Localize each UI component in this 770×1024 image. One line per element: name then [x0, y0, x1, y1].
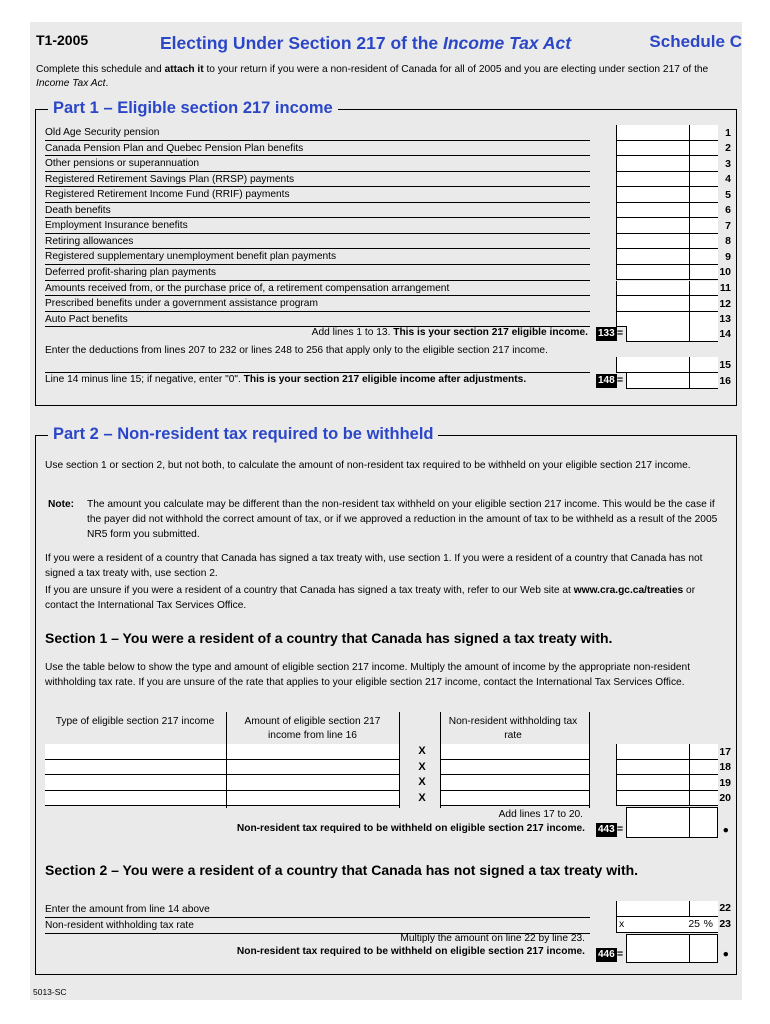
part1-line-number: 12 [719, 297, 731, 310]
section1-line-number: 20 [719, 792, 731, 805]
part1-title: Part 1 – Eligible section 217 income [48, 99, 338, 118]
part1-line-number: 10 [719, 266, 731, 279]
intro-part-2: to your return if you were a non-resident of Canada for all of 2005 and you are electing under section 217 of the [203, 64, 709, 75]
part1-line-amount[interactable] [616, 172, 718, 188]
income-type-cell[interactable] [45, 775, 226, 791]
section2-title: Section 2 – You were a resident of a country that Canada has not signed a tax treaty with. [45, 862, 639, 878]
part1-line-amount[interactable] [616, 203, 718, 219]
code-148: 148 [598, 375, 615, 386]
treaty-link[interactable]: www.cra.gc.ca/treaties [573, 585, 684, 596]
income-amount-cell[interactable] [227, 791, 399, 807]
line16-op: = [617, 374, 624, 386]
section2-total-line2: Non-resident tax required to be withheld on eligible section 217 income. [236, 946, 585, 957]
part1-line-number: 9 [725, 250, 731, 263]
part1-line-number: 7 [725, 219, 731, 232]
part1-line-number: 2 [725, 142, 731, 155]
section1-line-number: 19 [719, 776, 731, 789]
multiply-x: X [418, 745, 426, 757]
section1-line-number: 18 [719, 761, 731, 774]
line14-op: = [617, 327, 624, 339]
line14-text: Add lines 1 to 13. [311, 327, 394, 338]
part1-line-amount[interactable] [616, 125, 718, 141]
line23-pct: % [703, 918, 713, 930]
multiply-x: X [418, 776, 426, 789]
part1-line-label: Old Age Security pension [45, 125, 590, 141]
part1-line-number: 13 [719, 313, 731, 326]
part2-intro: Use section 1 or section 2, but not both, to calculate the amount of non-resident tax required to be withheld on your eligible section 217 income. [45, 460, 691, 471]
section1-title: Section 1 – You were a resident of a country that Canada has signed a tax treaty with. [45, 630, 613, 646]
section1-total-amount[interactable] [626, 807, 718, 838]
section1-total-op: = [617, 823, 624, 835]
tax-rate-cell[interactable] [441, 791, 589, 807]
income-type-cell[interactable] [45, 791, 226, 807]
line23-label: Non-resident withholding tax rate [45, 918, 590, 934]
form-id: T1-2005 [36, 32, 89, 48]
col-type-header: Type of eligible section 217 income [55, 716, 215, 727]
section1-text: Use the table below to show the type and amount of eligible section 217 income. Multiply the amount of income by the appropriate non-resident withholding tax rate. If you are unsure of the rate that applies to your eligible section 217 income, contact the International Tax Services Office. [45, 662, 691, 688]
part1-line-number: 6 [725, 204, 731, 217]
part1-line-amount[interactable] [616, 156, 718, 172]
tax-rate-cell[interactable] [441, 744, 589, 760]
section1-line-amount[interactable] [616, 791, 718, 807]
part1-line-amount[interactable] [616, 141, 718, 157]
line22-number: 22 [719, 902, 731, 914]
line23-x: x [619, 918, 625, 930]
line14-amount[interactable] [626, 326, 718, 342]
section2-total-amount[interactable] [626, 934, 718, 963]
code-443: 443 [598, 824, 615, 835]
section2-total-line1: Multiply the amount on line 22 by line 23. [400, 933, 585, 944]
line14-label [200, 327, 588, 338]
line16-label [45, 374, 588, 385]
title-prefix: Electing Under Section 217 of the [160, 33, 443, 53]
line16-text: Line 14 minus line 15; if negative, enter "0". [45, 374, 244, 385]
line16-bold: This is your section 217 eligible income after adjustments. [243, 374, 527, 385]
line22-label: Enter the amount from line 14 above [45, 902, 590, 918]
part1-line-label: Other pensions or superannuation [45, 156, 590, 172]
multiply-x: X [418, 760, 426, 773]
income-amount-cell[interactable] [227, 760, 399, 776]
part1-line-amount[interactable] [616, 187, 718, 203]
code-446: 446 [598, 949, 615, 960]
line16-amount[interactable] [626, 373, 718, 389]
section1-line-amount[interactable] [616, 744, 718, 760]
part1-line-amount[interactable] [616, 296, 718, 312]
part1-line-label: Registered supplementary unemployment benefit plan payments [45, 249, 590, 265]
part1-line-number: 8 [725, 235, 731, 248]
line15-amount[interactable] [616, 357, 718, 373]
income-amount-cell[interactable] [227, 744, 399, 760]
part1-line-number: 1 [725, 126, 731, 139]
part1-line-number: 5 [725, 188, 731, 201]
line23-number: 23 [719, 918, 731, 930]
line14-bold: This is your section 217 eligible income. [393, 327, 588, 338]
note-text: The amount you calculate may be different than the non-resident tax withheld on your eligible section 217 income. This would be the case if the payer did not withhold the correct amount of tax, or if we approved a reduction in the amount of tax to be withheld as a result of the 2005 NR5 form you submitted. [87, 499, 718, 540]
tax-rate-cell[interactable] [441, 775, 589, 791]
intro-italic: Income Tax Act [36, 78, 106, 89]
part1-line-amount[interactable] [616, 218, 718, 234]
line15-number: 15 [719, 359, 731, 371]
part2-treaty-info [45, 583, 730, 613]
form-title [160, 33, 600, 54]
section1-total-line1: Add lines 17 to 20. [498, 809, 583, 820]
line23-rate: 25 [688, 918, 700, 930]
part2-title: Part 2 – Non-resident tax required to be withheld [48, 425, 438, 444]
part1-line-number: 3 [725, 157, 731, 170]
intro-part-3: . [105, 78, 109, 89]
note-label: Note: [48, 499, 75, 510]
multiply-x: X [418, 791, 426, 804]
intro-part-1: Complete this schedule and [36, 64, 165, 75]
part1-line-amount[interactable] [616, 234, 718, 250]
section1-line-amount[interactable] [616, 760, 718, 776]
schedule-label: Schedule C [649, 32, 742, 51]
col-amount-header: Amount of eligible section 217 income from line 16 [244, 716, 381, 741]
part1-line-label: Amounts received from, or the purchase price of, a retirement compensation arrangement [45, 281, 590, 297]
part1-line-label: Auto Pact benefits [45, 312, 590, 328]
intro-bold: attach it [164, 64, 204, 75]
part1-line-amount[interactable] [616, 281, 718, 297]
part1-line-amount[interactable] [616, 312, 718, 328]
part1-line-amount[interactable] [616, 249, 718, 265]
line14-number: 14 [719, 328, 731, 340]
tax-rate-cell[interactable] [441, 760, 589, 776]
line23-rate-field[interactable] [616, 917, 718, 933]
treaty-end: or contact the International Tax Services Office. [45, 585, 696, 611]
part1-line-amount[interactable] [616, 265, 718, 281]
title-italic: Income Tax Act [442, 33, 572, 53]
income-amount-cell[interactable] [227, 775, 399, 791]
part1-line-label: Canada Pension Plan and Quebec Pension Plan benefits [45, 141, 590, 157]
line22-amount[interactable] [616, 901, 718, 917]
line15-label: Enter the deductions from lines 207 to 232 or lines 248 to 256 that apply only to the eligible section 217 income. [45, 345, 548, 356]
part1-line-label: Employment Insurance benefits [45, 218, 590, 234]
treaty-text: If you are unsure if you were a resident of a country that Canada has signed a tax treaty with, refer to our Web site at [45, 585, 574, 596]
part1-line-label: Registered Retirement Savings Plan (RRSP) payments [45, 172, 590, 188]
part1-line-label: Prescribed benefits under a government assistance program [45, 296, 590, 312]
part2-instruction: If you were a resident of a country that Canada has signed a tax treaty with, use section 1. If you were a resident of a country that Canada has not signed a tax treaty with, use section 2. [45, 553, 703, 579]
form-code: 5013-SC [33, 987, 67, 997]
code-133: 133 [598, 328, 615, 339]
income-type-cell[interactable] [45, 744, 226, 760]
part1-line-label: Death benefits [45, 203, 590, 219]
section1-bullet: ● [722, 824, 729, 836]
part1-line-number: 4 [725, 173, 731, 186]
section2-total-op: = [617, 948, 624, 960]
part1-line-label: Deferred profit-sharing plan payments [45, 265, 590, 281]
part1-line-label: Retiring allowances [45, 234, 590, 250]
part1-line-label: Registered Retirement Income Fund (RRIF) payments [45, 187, 590, 203]
income-type-cell[interactable] [45, 760, 226, 776]
part1-line-number: 11 [719, 282, 731, 294]
col-rate-header: Non-resident withholding tax rate [448, 716, 578, 741]
section2-bullet: ● [722, 948, 729, 960]
line16-number: 16 [719, 375, 731, 387]
section1-line-amount[interactable] [616, 775, 718, 791]
section1-line-number: 17 [719, 745, 731, 758]
section1-total-line2: Non-resident tax required to be withheld on eligible section 217 income. [236, 823, 585, 834]
intro-text [36, 63, 726, 91]
